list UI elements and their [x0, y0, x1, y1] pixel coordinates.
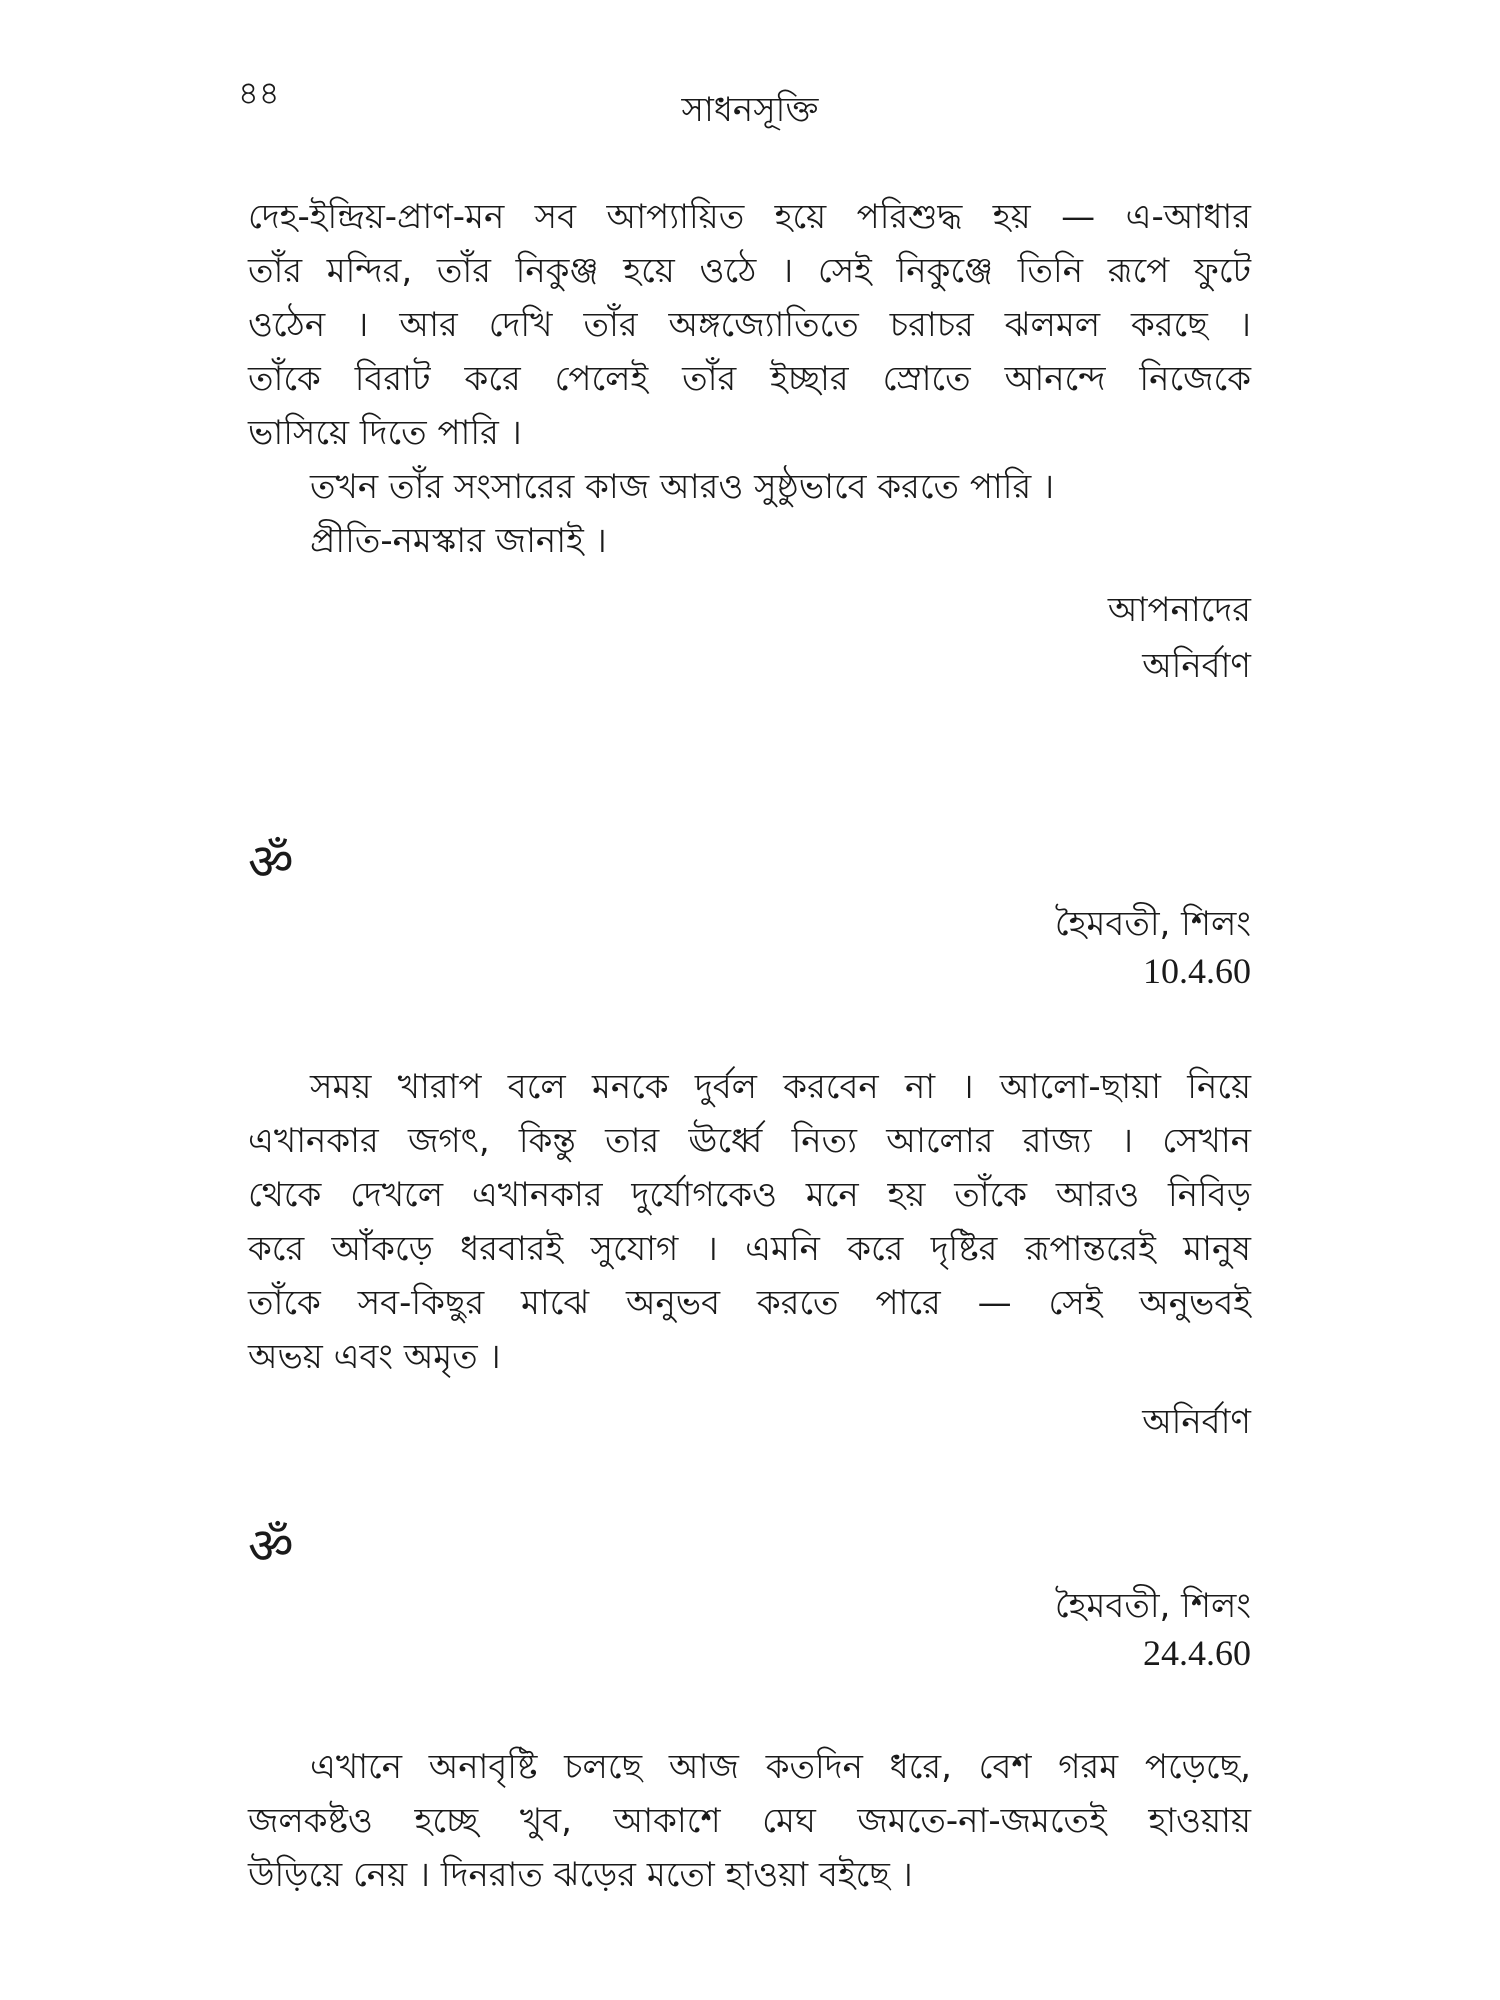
text-line: থেকে দেখলে এখানকার দুর্যোগকেও মনে হয় তাঁকে আরও নিবিড়: [248, 1175, 1251, 1215]
text-line: এখানে অনাবৃষ্টি চলছে আজ কতদিন ধরে, বেশ গরম পড়েছে,: [310, 1747, 1251, 1787]
text-line: তাঁকে বিরাট করে পেলেই তাঁর ইচ্ছার স্রোতে আনন্দে নিজেকে: [248, 359, 1251, 399]
text-line: তাঁর মন্দির, তাঁর নিকুঞ্জ হয়ে ওঠে । সেই নিকুঞ্জে তিনি রূপে ফুটে: [248, 251, 1251, 291]
om-symbol: ॐ: [248, 1517, 294, 1575]
text-line: তখন তাঁর সংসারের কাজ আরও সুষ্ঠুভাবে করতে পারি ।: [310, 467, 1055, 507]
text-line: সময় খারাপ বলে মনকে দুর্বল করবেন না । আলো-ছায়া নিয়ে: [310, 1067, 1251, 1107]
letter-place: হৈমবতী, শিলং: [1054, 1586, 1251, 1626]
text-line: প্রীতি-নমস্কার জানাই ।: [310, 521, 607, 561]
closing-salutation: আপনাদের: [1107, 590, 1251, 630]
text-line: ভাসিয়ে দিতে পারি ।: [248, 413, 522, 453]
text-line: দেহ-ইন্দ্রিয়-প্রাণ-মন সব আপ্যায়িত হয়ে পরিশুদ্ধ হয় — এ-আধার: [248, 197, 1251, 237]
text-line: করে আঁকড়ে ধরবারই সুযোগ । এমনি করে দৃষ্টির রূপান্তরেই মানুষ: [248, 1229, 1251, 1269]
letter2-body: [248, 1060, 1251, 1384]
letter-place: হৈমবতী, শিলং: [1054, 904, 1251, 944]
text-line: তাঁকে সব-কিছুর মাঝে অনুভব করতে পারে — সেই অনুভবই: [248, 1283, 1251, 1323]
text-line: এখানকার জগৎ, কিন্তু তার ঊর্ধ্বে নিত্য আলোর রাজ্য । সেখান: [248, 1121, 1251, 1161]
running-title: সাধনসূক্তি: [681, 90, 819, 130]
letter-date: 24.4.60: [1143, 1633, 1251, 1673]
text-line: জলকষ্টও হচ্ছে খুব, আকাশে মেঘ জমতে-না-জমতেই হাওয়ায়: [248, 1801, 1251, 1841]
text-line: ওঠেন । আর দেখি তাঁর অঙ্গজ্যোতিতে চরাচর ঝলমল করছে ।: [248, 305, 1251, 345]
om-symbol: ॐ: [248, 833, 294, 891]
letter1-body: [248, 190, 1251, 568]
signature: অনির্বাণ: [1142, 646, 1251, 686]
letter3-body: [248, 1740, 1251, 1902]
letter-date: 10.4.60: [1143, 951, 1251, 991]
page-number: ৪৪: [238, 74, 280, 112]
text-line: উড়িয়ে নেয় । দিনরাত ঝড়ের মতো হাওয়া বইছে ।: [248, 1855, 913, 1895]
text-line: অভয় এবং অমৃত ।: [248, 1337, 501, 1377]
signature: অনির্বাণ: [1142, 1402, 1251, 1442]
